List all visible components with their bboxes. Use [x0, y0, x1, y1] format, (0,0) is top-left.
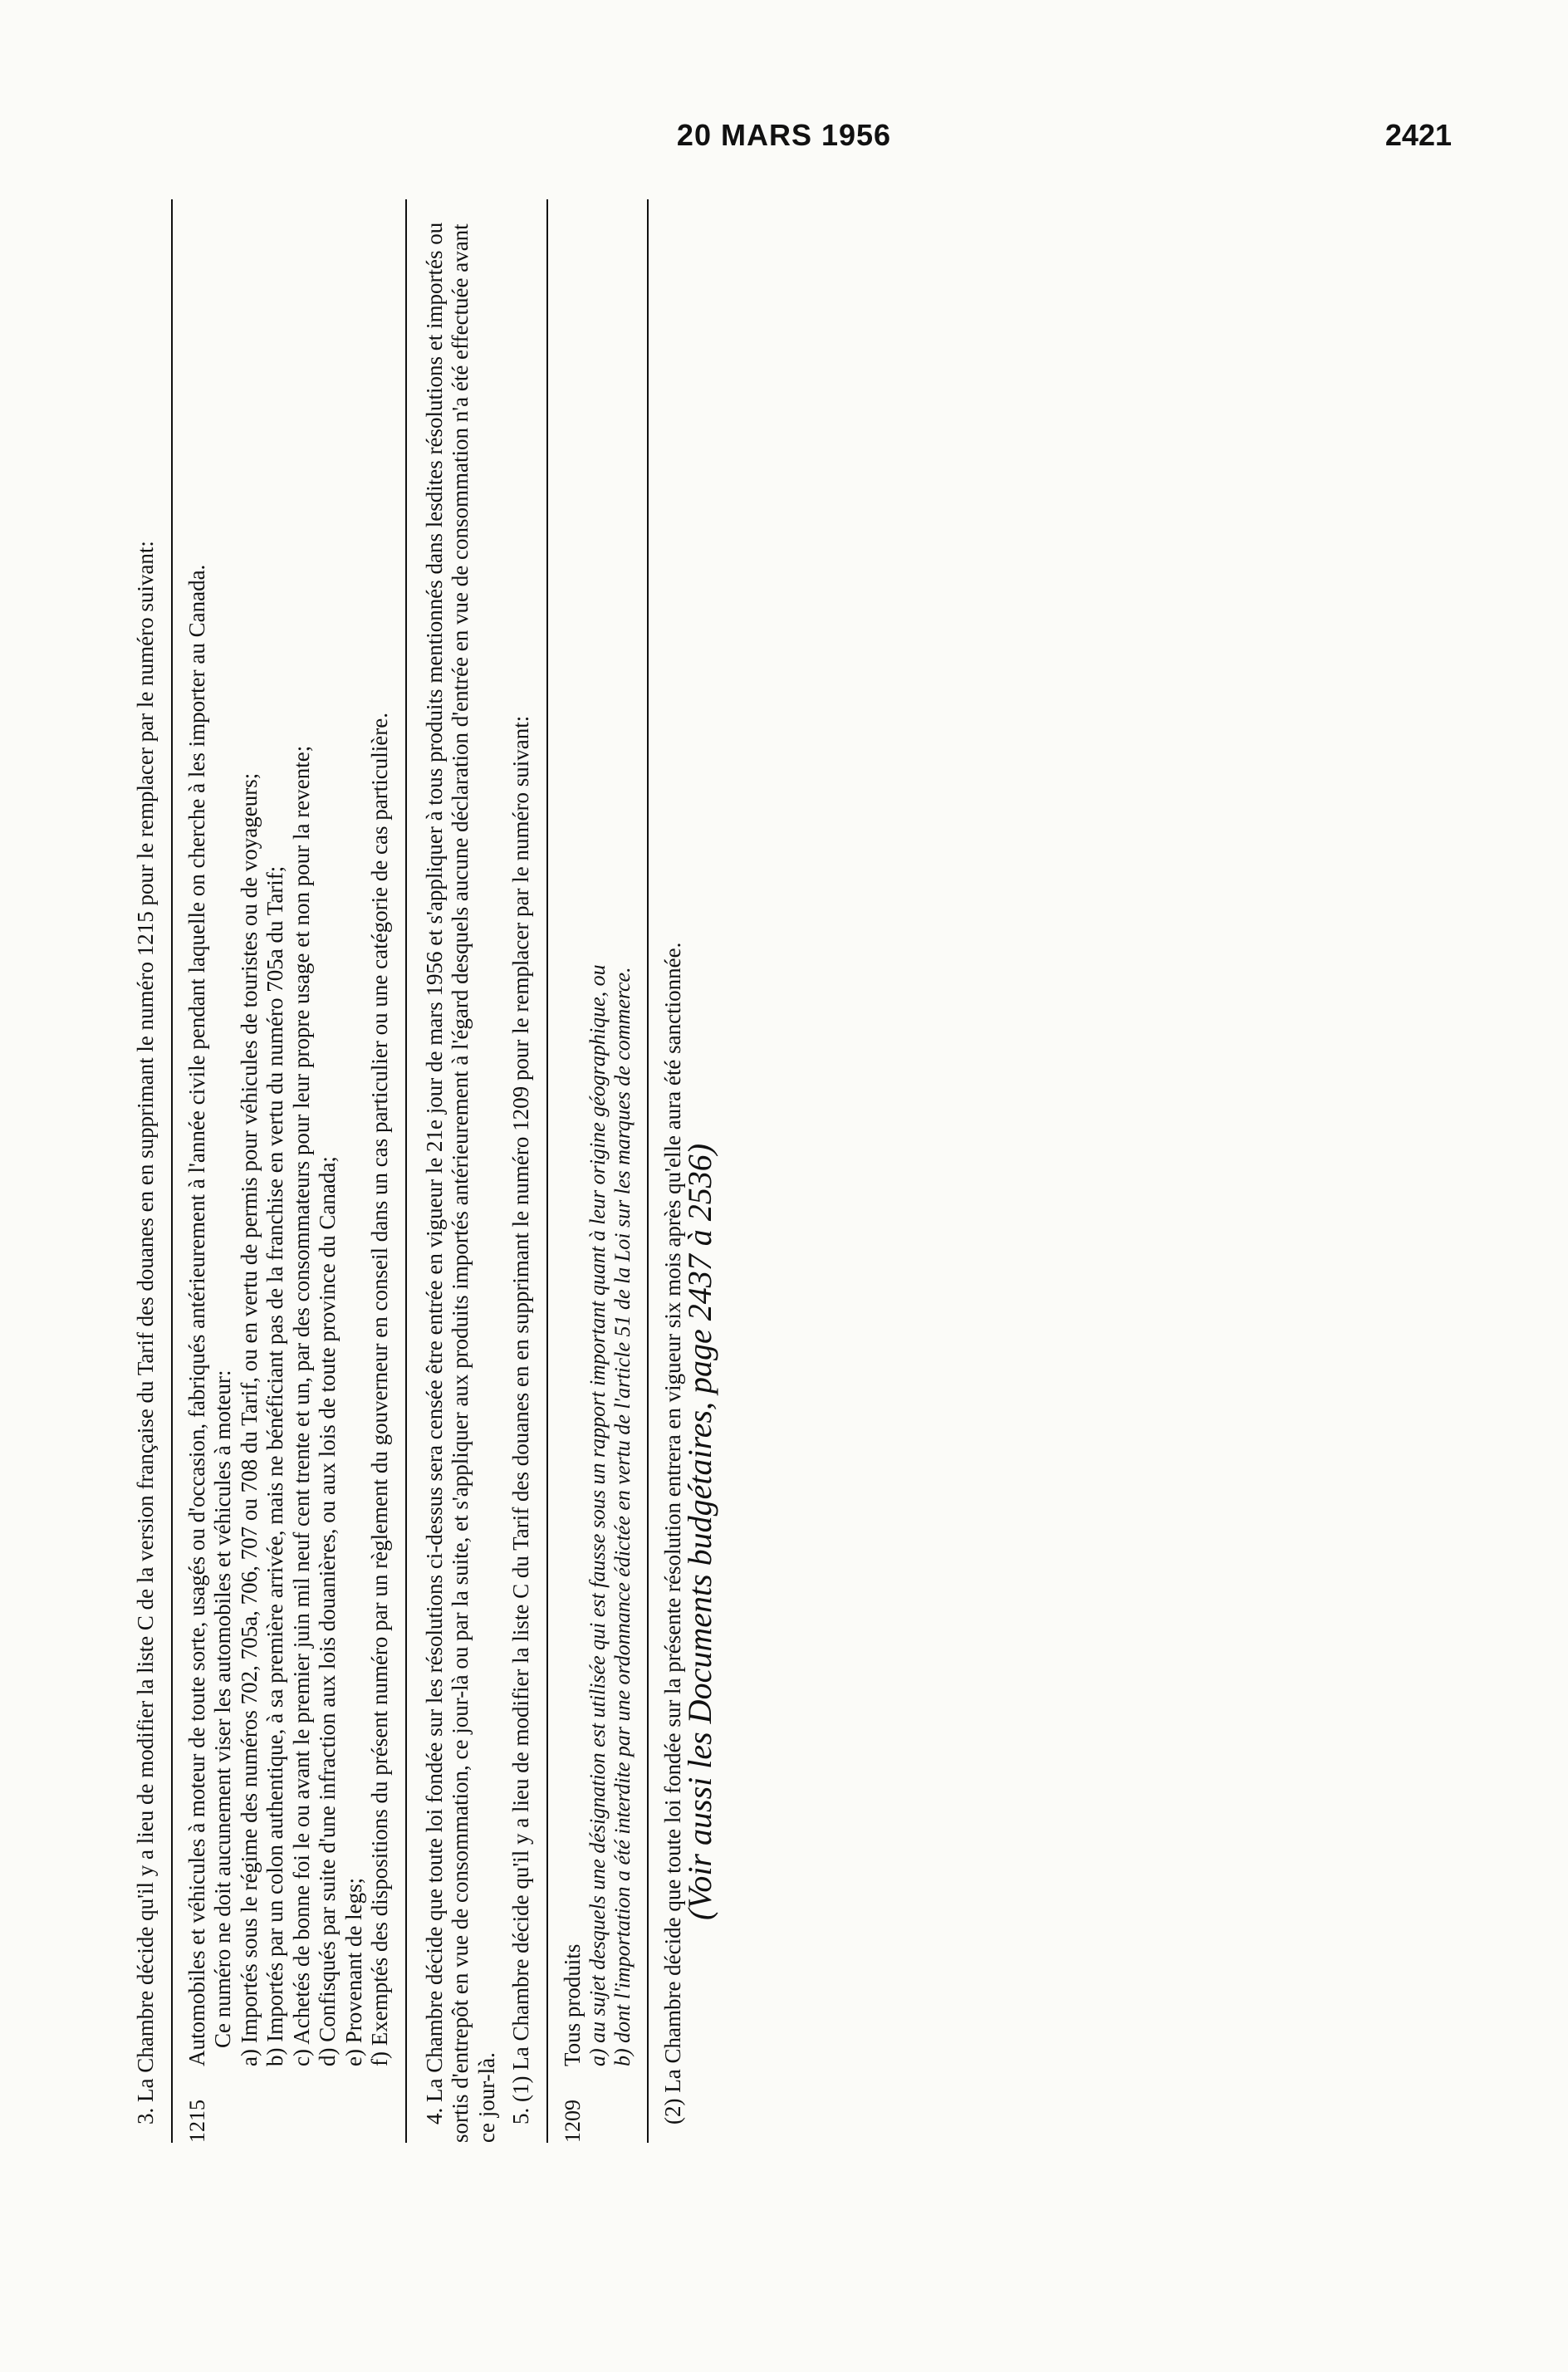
table-rule-bottom-2: [647, 199, 649, 2143]
page-number: 2421: [1384, 118, 1452, 152]
tariff-note: Ce numéro ne doit aucunement viser les automobiles et véhicules à moteur:: [210, 1370, 235, 2048]
page-date: 20 MARS 1956: [676, 118, 892, 152]
section-4-text: 4. La Chambre décide que toute loi fondée sur les résolutions ci-dessus sera censée être entrée en vigueur le 21e jour de mars 1956 et s'appliquer à tous produits mentionnés dans lesdites résolutions et importés ou sortis d'entrepôt en vue de consommation, ce jour-là ou par la suite, et s'appliquer aux produits importés antérieurement à l'égard desquels aucune déclaration d'entrée en vue de consommation n'a été effectuée avant ce jour-là.: [421, 222, 499, 2143]
tariff-subitem: b) dont l'importation a été interdite par une ordonnance édictée en vertu de l'article 51 de la Loi sur les marques de commerce.: [610, 967, 635, 2066]
table-rule-bottom: [405, 199, 407, 2143]
tariff-number: 1215: [184, 2100, 209, 2143]
tariff-subitem: a) Importés sous le régime des numéros 702, 705a, 706, 707 ou 708 du Tarif, ou en vertu de permis pour véhicules de touristes ou de voyageurs;: [236, 772, 262, 2066]
tariff-item-1215: [184, 199, 394, 2143]
tariff-title: Automobiles et véhicules à moteur de toute sorte, usagés ou d'occasion, fabriqués antérieurement à l'année civile pendant laquelle on cherche à les importer au Canada.: [184, 564, 209, 2066]
section-3-intro: 3. La Chambre décide qu'il y a lieu de modifier la liste C de la version française du Tarif des douanes en en supprimant le numéro 1215 pour le remplacer par le numéro suivant:: [133, 541, 158, 2125]
table-rule-top-2: [546, 199, 548, 2143]
table-rule-top: [171, 199, 173, 2143]
tariff-item-1209: [560, 199, 636, 2143]
tariff-number: 1209: [560, 2100, 585, 2143]
tariff-title: Tous produits: [559, 1943, 585, 2066]
resolutions-block: [133, 199, 1428, 2143]
section-5-para-2: (2) La Chambre décide que toute loi fondée sur la présente résolution entrera en vigueur six mois après qu'elle aura été sanctionnée.: [660, 942, 685, 2125]
tariff-subitem: d) Confisqués par suite d'une infraction aux lois douanières, ou aux lois de toute province du Canada;: [315, 1156, 340, 2066]
tariff-subitem: b) Importés par un colon authentique, à sa première arrivée, mais ne bénéficiant pas de la franchise en vertu du numéro 705a du Tarif;: [262, 865, 287, 2066]
budget-documents-note: (Voir aussi les Documents budgétaires, page 2437 à 2536): [680, 1143, 718, 1920]
tariff-subitem: c) Achetés de bonne foi le ou avant le premier juin mil neuf cent trente et un, par des consommateurs pour leur propre usage et non pour la revente;: [288, 745, 314, 2066]
tariff-subitem: e) Provenant de legs;: [341, 1877, 366, 2066]
tariff-subitem: f) Exemptés des dispositions du présent numéro par un règlement du gouverneur en conseil dans un cas particulier ou une catégorie de cas particulière.: [367, 713, 392, 2066]
tariff-subitem: a) au sujet desquels une désignation est utilisée qui est fausse sous un rapport important quant à leur origine géographique, ou: [586, 964, 610, 2066]
section-5-intro: 5. (1) La Chambre décide qu'il y a lieu de modifier la liste C du Tarif des douanes en en supprimant le numéro 1209 pour le remplacer par le numéro suivant:: [508, 715, 533, 2125]
